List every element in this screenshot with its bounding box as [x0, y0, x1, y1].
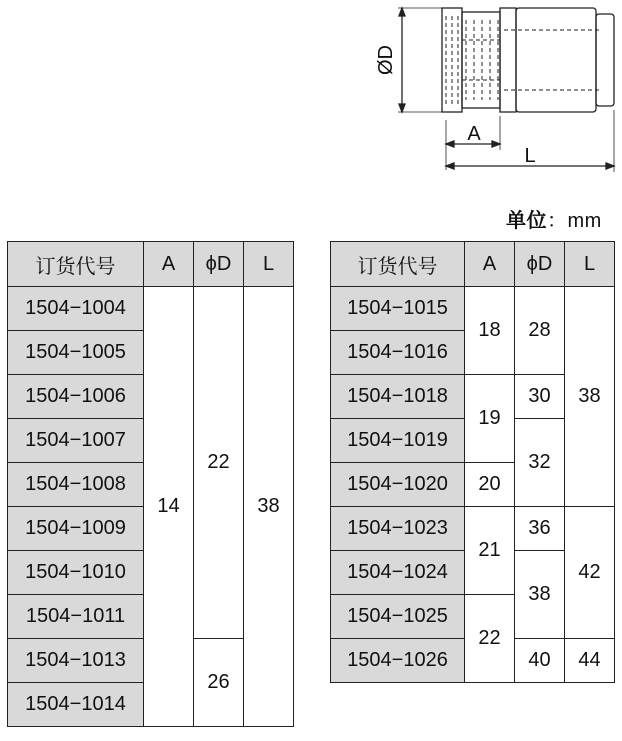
- table-row: [331, 507, 615, 551]
- unit-text: 单位: [506, 210, 547, 232]
- header-code: 订货代号: [331, 242, 465, 287]
- table-row: [331, 287, 615, 331]
- header-d: ϕD: [515, 242, 565, 287]
- header-row: [8, 242, 294, 287]
- order-code: 1504−1023: [331, 507, 465, 551]
- unit-label: [506, 204, 602, 233]
- value-a: 18: [465, 287, 515, 375]
- header-row: [331, 242, 615, 287]
- order-code: 1504−1007: [8, 419, 144, 463]
- value-a: 20: [465, 463, 515, 507]
- order-code: 1504−1014: [8, 683, 144, 727]
- unit-separator: ：: [547, 210, 568, 232]
- value-a: 14: [144, 287, 194, 727]
- order-code: 1504−1013: [8, 639, 144, 683]
- header-l: L: [565, 242, 615, 287]
- order-code: 1504−1019: [331, 419, 465, 463]
- value-l: 42: [565, 507, 615, 639]
- value-a: 21: [465, 507, 515, 595]
- value-d: 38: [515, 551, 565, 639]
- order-code: 1504−1008: [8, 463, 144, 507]
- value-d: 40: [515, 639, 565, 683]
- value-d: 26: [194, 639, 244, 727]
- value-l: 38: [244, 287, 294, 727]
- order-code: 1504−1010: [8, 551, 144, 595]
- value-d: 36: [515, 507, 565, 551]
- header-a: A: [465, 242, 515, 287]
- header-d: ϕD: [194, 242, 244, 287]
- header-a: A: [144, 242, 194, 287]
- order-code: 1504−1020: [331, 463, 465, 507]
- value-l: 38: [565, 287, 615, 507]
- order-code: 1504−1004: [8, 287, 144, 331]
- order-code: 1504−1018: [331, 375, 465, 419]
- order-code: 1504−1016: [331, 331, 465, 375]
- label-d: ØD: [375, 45, 397, 75]
- value-a: 22: [465, 595, 515, 683]
- table-row: [8, 287, 294, 331]
- order-code: 1504−1024: [331, 551, 465, 595]
- order-code: 1504−1005: [8, 331, 144, 375]
- order-code: 1504−1015: [331, 287, 465, 331]
- order-code: 1504−1011: [8, 595, 144, 639]
- header-code: 订货代号: [8, 242, 144, 287]
- label-l: L: [524, 145, 536, 167]
- unit-value: mm: [567, 210, 602, 232]
- order-code: 1504−1006: [8, 375, 144, 419]
- value-l: 44: [565, 639, 615, 683]
- value-d: 30: [515, 375, 565, 419]
- value-d: 28: [515, 287, 565, 375]
- value-d: 32: [515, 419, 565, 507]
- order-code: 1504−1026: [331, 639, 465, 683]
- label-a: A: [467, 123, 481, 145]
- order-code: 1504−1025: [331, 595, 465, 639]
- spec-table-right: [330, 241, 615, 683]
- order-code: 1504−1009: [8, 507, 144, 551]
- spec-table-left: [7, 241, 294, 727]
- socket-drawing: [0, 0, 622, 200]
- value-a: 19: [465, 375, 515, 463]
- value-d: 22: [194, 287, 244, 639]
- header-l: L: [244, 242, 294, 287]
